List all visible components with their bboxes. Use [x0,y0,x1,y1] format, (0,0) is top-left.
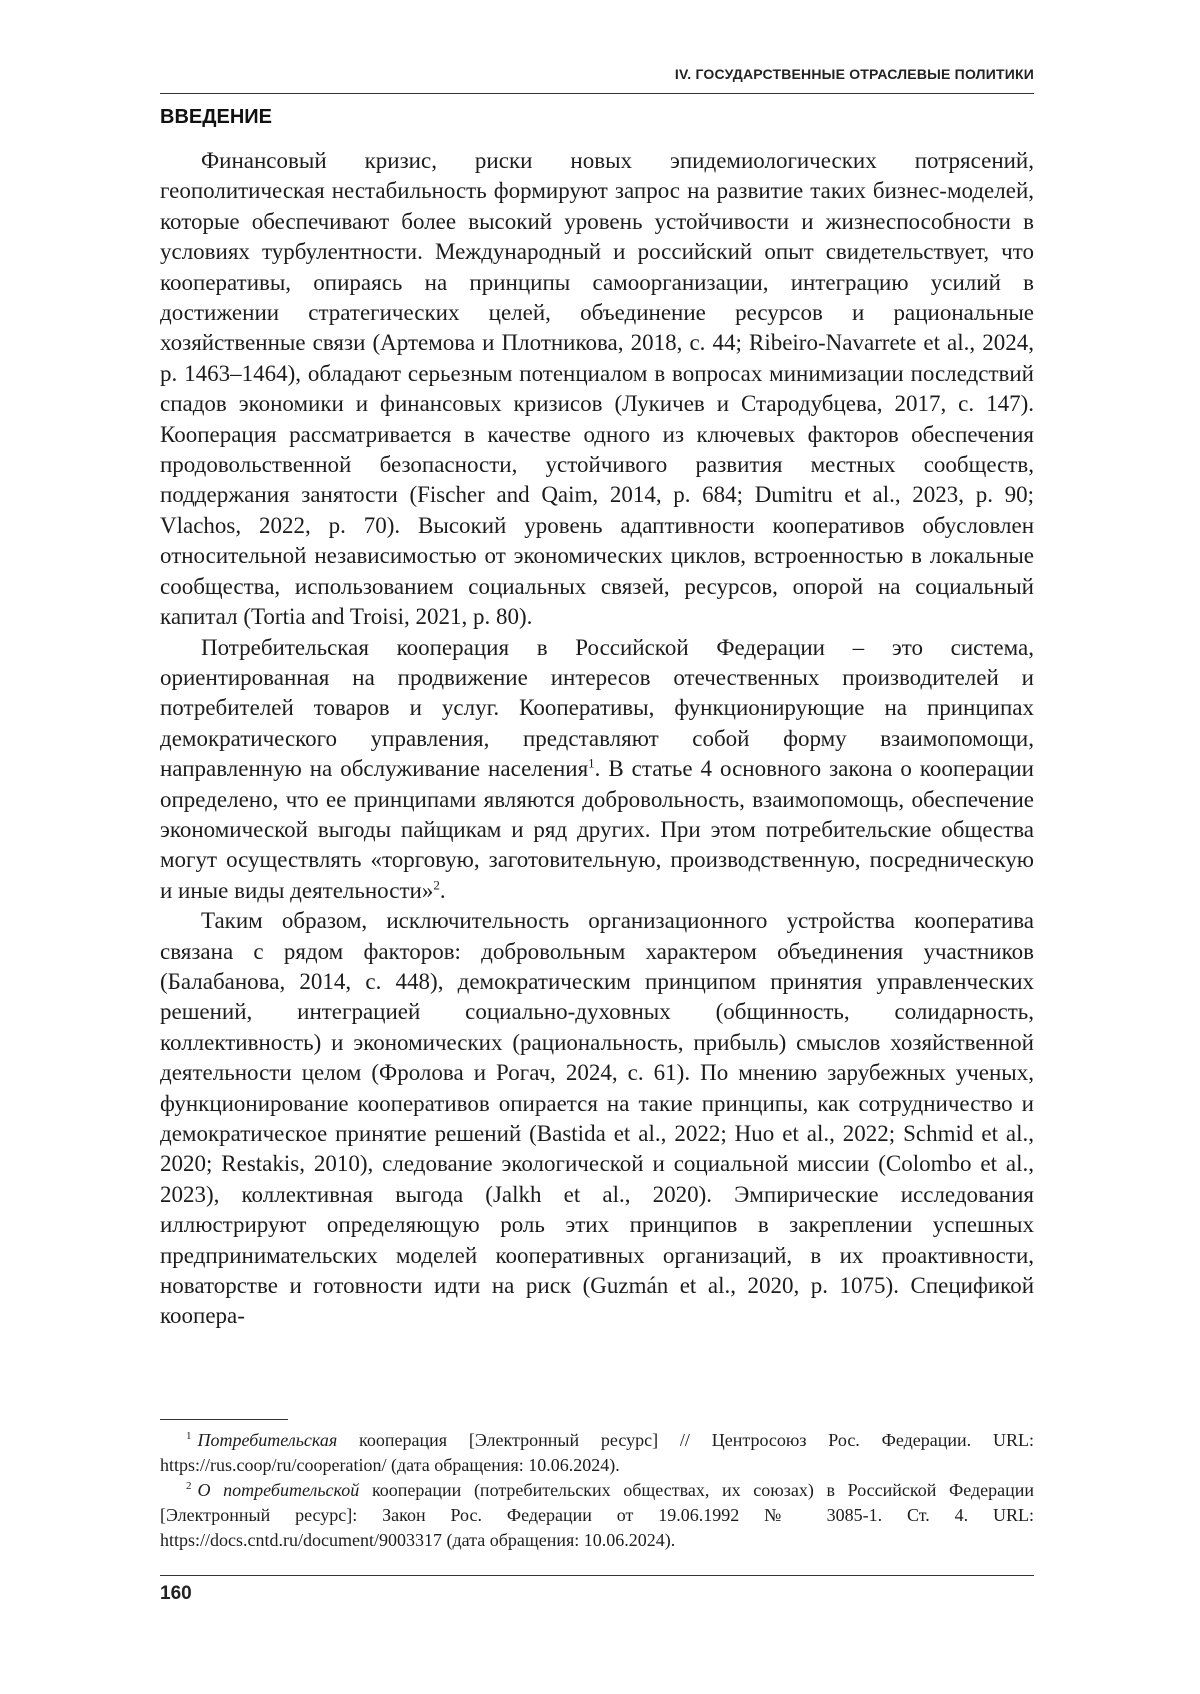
footnote-ref[interactable]: 1 [588,755,595,771]
paragraph-text: Финансовый кризис, риски новых эпидемиологических потрясений, геополитическая нестабильность формируют запрос на развитие таких бизнес-моделей, которые обеспечивают более высокий уровень устойчивости и жизнеспособности в условиях турбулентности. Международный и российский опыт свидетельствует, что кооперативы, опираясь на принципы самоорганизации, интеграцию усилий в достижении стратегических целей, объединение ресурсов и рациональные хозяйственные связи (Артемова и Плотникова, 2018, с. 44; Ribeiro-Navarrete et al., 2024, p. 1463–1464), обладают серьезным потенциалом в вопросах минимизации последствий спадов экономики и финансовых кризисов (Лукичев и Стародубцева, 2017, с. 147). Кооперация рассматривается в качестве одного из ключевых факторов обеспечения продовольственной безопасности, устойчивого развития местных сообществ, поддержания занятости (Fischer and Qaim, 2014, p. 684; Dumitru et al., 2023, p. 90; Vlachos, 2022, p. 70). Высокий уровень адаптивности кооперативов обусловлен относительной независимостью от экономических циклов, встроенностью в локальные сообщества, использованием социальных связей, ресурсов, опорой на социальный капитал (Tortia and Troisi, 2021, p. 80). [160,148,1034,630]
footnote-italic: Потребительская [197,1430,338,1450]
paragraph [160,146,1034,633]
header-rule [160,93,1034,94]
paragraph [160,906,1034,1332]
body-text [160,146,1034,1332]
running-head: IV. ГОСУДАРСТВЕННЫЕ ОТРАСЛЕВЫЕ ПОЛИТИКИ [674,66,1034,82]
footer-rule [160,1575,1034,1576]
page-number: 160 [160,1583,192,1604]
footnote [160,1478,1034,1553]
footnote-text: кооперации (потребительских обществах, их союзах) в Российской Федерации [Электронный ресурс]: Закон Рос. Федерации от 19.06.1992 № 3085-1. Ст. 4. URL: https://docs.cntd.ru/document/9003317 (дата обращения: 10.06.2024). [160,1480,1035,1550]
paragraph-text: . В статье 4 основного закона о кооперации определено, что ее принципами являются добровольность, взаимопомощь, обеспечение экономической выгоды пайщикам и ряд других. При этом потребительские общества могут осуществлять «торговую, заготовительную, производственную, посредническую и иные виды деятельности» [160,756,1034,903]
footnotes [160,1428,1034,1553]
footnote-mark: 1 [186,1430,192,1442]
footnote-italic: О потребительской [197,1480,360,1500]
paragraph [160,633,1034,907]
paragraph-text: . [439,877,446,903]
section-title: ВВЕДЕНИЕ [160,106,272,128]
footnote [160,1428,1034,1478]
footnote-ref[interactable]: 2 [433,877,440,893]
paragraph-text: Потребительская кооперация в Российской Федерации – это система, ориентированная на продвижение интересов отечественных производителей и потребителей товаров и услуг. Кооперативы, функционирующие на принципах демократического управления, представляют собой форму взаимопомощи, направленную на обслуживание населения [160,634,1034,782]
footnote-rule [160,1419,288,1420]
paragraph-text: Таким образом, исключительность организационного устройства кооператива связана с рядом факторов: добровольным характером объединения участников (Балабанова, 2014, с. 448), демократическим принципом принятия управленческих решений, интеграцией социально-духовных (общинность, солидарность, коллективность) и экономических (рациональность, прибыль) смыслов хозяйственной деятельности целом (Фролова и Рогач, 2024, с. 61). По мнению зарубежных ученых, функционирование кооперативов опирается на такие принципы, как сотрудничество и демократическое принятие решений (Bastida et al., 2022; Huo et al., 2022; Schmid et al., 2020; Restakis, 2010), следование экологической и социальной миссии (Colombo et al., 2023), коллективная выгода (Jalkh et al., 2020). Эмпирические исследования иллюстрируют определяющую роль этих принципов в закреплении успешных предпринимательских моделей кооперативных организаций, в их проактивности, новаторстве и готовности идти на риск (Guzmán et al., 2020, p. 1075). Спецификой коопера- [160,908,1034,1329]
footnote-text: кооперация [Электронный ресурс] // Центросоюз Рос. Федерации. URL: https://rus.coop/ru/cooperation/ (дата обращения: 10.06.2024). [160,1430,1034,1475]
footnote-mark: 2 [186,1480,192,1492]
